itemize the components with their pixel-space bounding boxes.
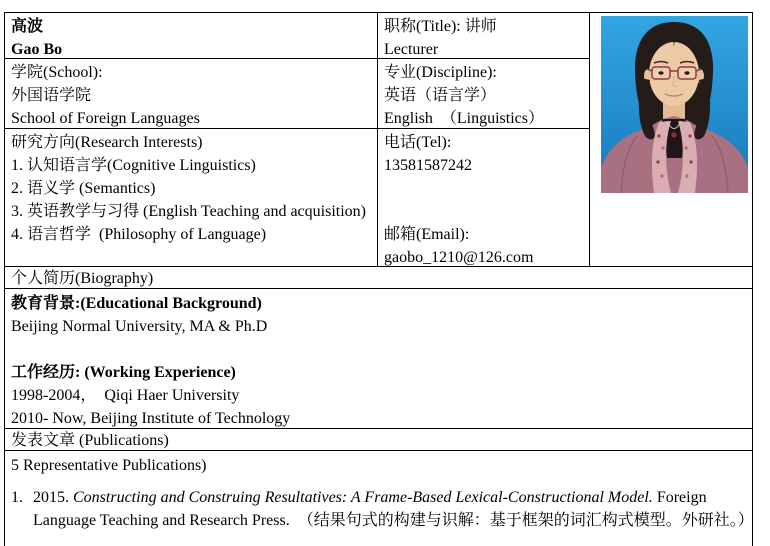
publication-publisher: Foreign Language Teaching and Research Press. （结果句式的构建与识解：基于框架的词汇构式模型。外研社。） xyxy=(33,489,754,529)
row-school-discipline xyxy=(5,59,589,129)
work-line: 2010- Now, Beijing Institute of Technology xyxy=(11,410,291,427)
row-name-title xyxy=(5,13,589,59)
work-line: 1998-2004， Qiqi Haer University xyxy=(11,387,240,404)
profile-info-columns xyxy=(5,13,589,266)
publications-section-header xyxy=(5,429,752,451)
school-en: School of Foreign Languages xyxy=(11,110,200,127)
education-line: Beijing Normal University, MA & Ph.D xyxy=(11,318,268,335)
research-cell xyxy=(5,129,378,266)
biography-section-label: 个人简历(Biography) xyxy=(11,270,154,287)
contact-cell xyxy=(378,129,589,266)
title-line-en: Lecturer xyxy=(384,41,439,58)
name-en: Gao Bo xyxy=(11,41,63,58)
school-label: 学院(School): xyxy=(11,64,103,81)
publications-cell xyxy=(5,451,752,546)
research-item: 2. 语义学 (Semantics) xyxy=(11,180,156,197)
email-value: gaobo_1210@126.com xyxy=(384,249,534,266)
education-heading: 教育背景:(Educational Background) xyxy=(11,295,262,312)
research-label: 研究方向(Research Interests) xyxy=(11,134,203,151)
row-research-contact xyxy=(5,129,589,266)
spacer xyxy=(384,177,583,200)
publication-text xyxy=(33,486,754,532)
publication-title: Constructing and Construing Resultatives: A Frame-Based Lexical-Constructional Model. xyxy=(73,489,653,506)
school-zh: 外国语学院 xyxy=(11,87,92,104)
name-cell xyxy=(5,13,378,58)
spacer xyxy=(384,200,583,223)
publication-number: 1. xyxy=(11,489,23,506)
title-line-zh: 职称(Title): 讲师 xyxy=(384,18,497,35)
publication-year: 2015. xyxy=(33,489,73,506)
profile-table xyxy=(4,12,753,546)
work-heading: 工作经历: (Working Experience) xyxy=(11,364,236,381)
spacer xyxy=(11,338,746,361)
email-label: 邮箱(Email): xyxy=(384,226,470,243)
publications-section-label: 发表文章 (Publications) xyxy=(11,432,169,449)
name-zh: 高波 xyxy=(11,18,44,35)
discipline-label: 专业(Discipline): xyxy=(384,64,497,81)
research-item: 3. 英语教学与习得 (English Teaching and acquisition) xyxy=(11,203,366,220)
title-cell xyxy=(378,13,589,58)
publication-item xyxy=(11,486,754,532)
tel-label: 电话(Tel): xyxy=(384,134,452,151)
discipline-en: English （Linguistics） xyxy=(384,110,545,127)
discipline-zh: 英语（语言学） xyxy=(384,87,497,104)
publications-subheading: 5 Representative Publications) xyxy=(11,457,207,474)
portrait-photo xyxy=(601,16,748,193)
biography-section-header xyxy=(5,267,752,289)
research-item: 1. 认知语言学(Cognitive Linguistics) xyxy=(11,157,256,174)
biography-content-cell xyxy=(5,289,752,429)
research-item: 4. 语言哲学 (Philosophy of Language) xyxy=(11,226,267,243)
tel-value: 13581587242 xyxy=(384,157,472,174)
school-cell xyxy=(5,59,378,128)
profile-top-section xyxy=(5,13,752,267)
research-list xyxy=(11,154,371,246)
photo-cell xyxy=(589,13,752,266)
discipline-cell xyxy=(378,59,589,128)
